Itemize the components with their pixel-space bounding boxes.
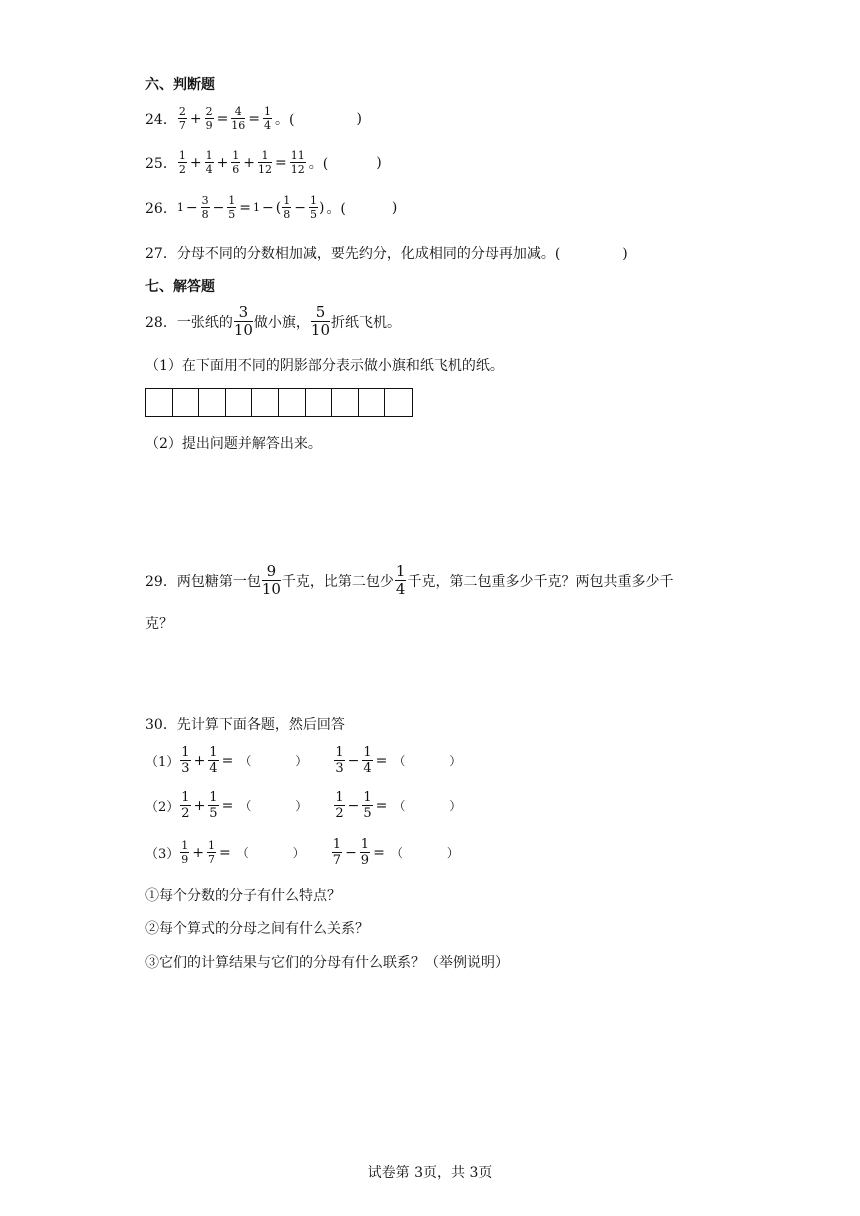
q29-continued: 克？ xyxy=(145,616,173,632)
grid-cell[interactable] xyxy=(226,389,253,416)
q28-sub2: （2）提出问题并解答出来。 xyxy=(145,436,322,452)
question-24: 24． $\frac{2}{7}$ + $\frac{2}{9}$ = $\frac{4}{16}$ = $\frac{1}{4}$ 。( ) xyxy=(145,105,362,132)
fraction: $\frac{1}{12}$ xyxy=(258,149,273,176)
question-27: 27．分母不同的分数相加减，要先约分，化成相同的分母再加减。( ) xyxy=(145,246,628,262)
calc-row-3: （3） $\frac{1}{9}$ + $\frac{1}{7}$ = （ ） $\frac{1}{7}$ − $\frac{1}{9}$ = （ ） xyxy=(145,837,459,868)
question-number: 29． xyxy=(145,573,177,590)
question-number: 28． xyxy=(145,314,177,331)
fraction: $\frac{1}{8}$ xyxy=(283,194,291,221)
question-number: 25． xyxy=(145,155,177,172)
calc-row-1: （1） $\frac{1}{3}$ + $\frac{1}{4}$ = （ ） $\frac{1}{3}$ − $\frac{1}{4}$ = （ ） xyxy=(145,745,462,776)
question-number: 27． xyxy=(145,246,177,262)
fraction: $\frac{1}{4}$ xyxy=(395,562,406,598)
q30-question-3: ③它们的计算结果与它们的分母有什么联系？（举例说明） xyxy=(145,955,509,971)
fraction: $\frac{2}{7}$ xyxy=(178,105,186,132)
question-25: 25． $\frac{1}{2}$ + $\frac{1}{4}$ + $\frac{1}{6}$ + $\frac{1}{12}$ = $\frac{11}{12}$ 。( ) xyxy=(145,149,382,176)
fraction: $\frac{11}{12}$ xyxy=(290,149,305,176)
q30-question-2: ②每个算式的分母之间有什么关系？ xyxy=(145,921,369,937)
calc-row-2: （2） $\frac{1}{2}$ + $\frac{1}{5}$ = （ ） $\frac{1}{2}$ − $\frac{1}{5}$ = （ ） xyxy=(145,790,462,821)
fraction: $\frac{1}{2}$ xyxy=(178,149,186,176)
question-30 xyxy=(145,714,345,734)
fraction: $\frac{3}{8}$ xyxy=(201,194,209,221)
q28-sub1: （1）在下面用不同的阴影部分表示做小旗和纸飞机的纸。 xyxy=(145,358,504,374)
fraction: $\frac{3}{10}$ xyxy=(233,303,253,339)
question-28: 28． 一张纸的 $\frac{3}{10}$ 做小旗， $\frac{5}{10}$ 折纸飞机。 xyxy=(145,303,402,339)
fraction: $\frac{1}{5}$ xyxy=(309,194,317,221)
fraction: $\frac{5}{10}$ xyxy=(310,303,331,339)
grid-cell[interactable] xyxy=(199,389,226,416)
fraction: $\frac{9}{10}$ xyxy=(261,562,281,598)
fraction: $\frac{4}{16}$ xyxy=(231,105,246,132)
question-number: 24． xyxy=(145,111,177,128)
grid-cell[interactable] xyxy=(332,389,359,416)
question-number: 26． xyxy=(145,200,177,217)
fraction: $\frac{1}{4}$ xyxy=(264,105,272,132)
fraction: $\frac{1}{5}$ xyxy=(228,194,236,221)
section-title-judgement: 六、判断题 xyxy=(145,77,215,93)
fraction: $\frac{1}{6}$ xyxy=(232,149,240,176)
grid-cell[interactable] xyxy=(306,389,333,416)
page-footer: 试卷第 3页，共 3页 xyxy=(367,1165,493,1181)
question-text: 先计算下面各题，然后回答 xyxy=(176,717,345,733)
question-text: 分母不同的分数相加减，要先约分，化成相同的分母再加减。( xyxy=(176,246,561,262)
q30-question-1: ①每个分数的分子有什么特点？ xyxy=(145,888,341,904)
question-29: 29． 两包糖第一包 $\frac{9}{10}$ 千克，比第二包少 $\frac{1}{4}$ 千克，第二包重多少千克？两包共重多少千 xyxy=(145,562,674,598)
grid-cell[interactable] xyxy=(385,389,412,416)
section-title-answer: 七、解答题 xyxy=(145,279,215,295)
shading-grid xyxy=(145,388,413,417)
grid-cell[interactable] xyxy=(279,389,306,416)
grid-cell[interactable] xyxy=(146,389,173,416)
question-number: 30． xyxy=(145,717,177,733)
question-26: 26． 1 − $\frac{3}{8}$ − $\frac{1}{5}$ = 1 − ( $\frac{1}{8}$ − $\frac{1}{5}$ ) 。( ) xyxy=(145,194,398,221)
grid-cell[interactable] xyxy=(173,389,200,416)
grid-cell[interactable] xyxy=(359,389,386,416)
fraction: $\frac{1}{4}$ xyxy=(205,149,213,176)
grid-cell[interactable] xyxy=(252,389,279,416)
fraction: $\frac{2}{9}$ xyxy=(205,105,213,132)
